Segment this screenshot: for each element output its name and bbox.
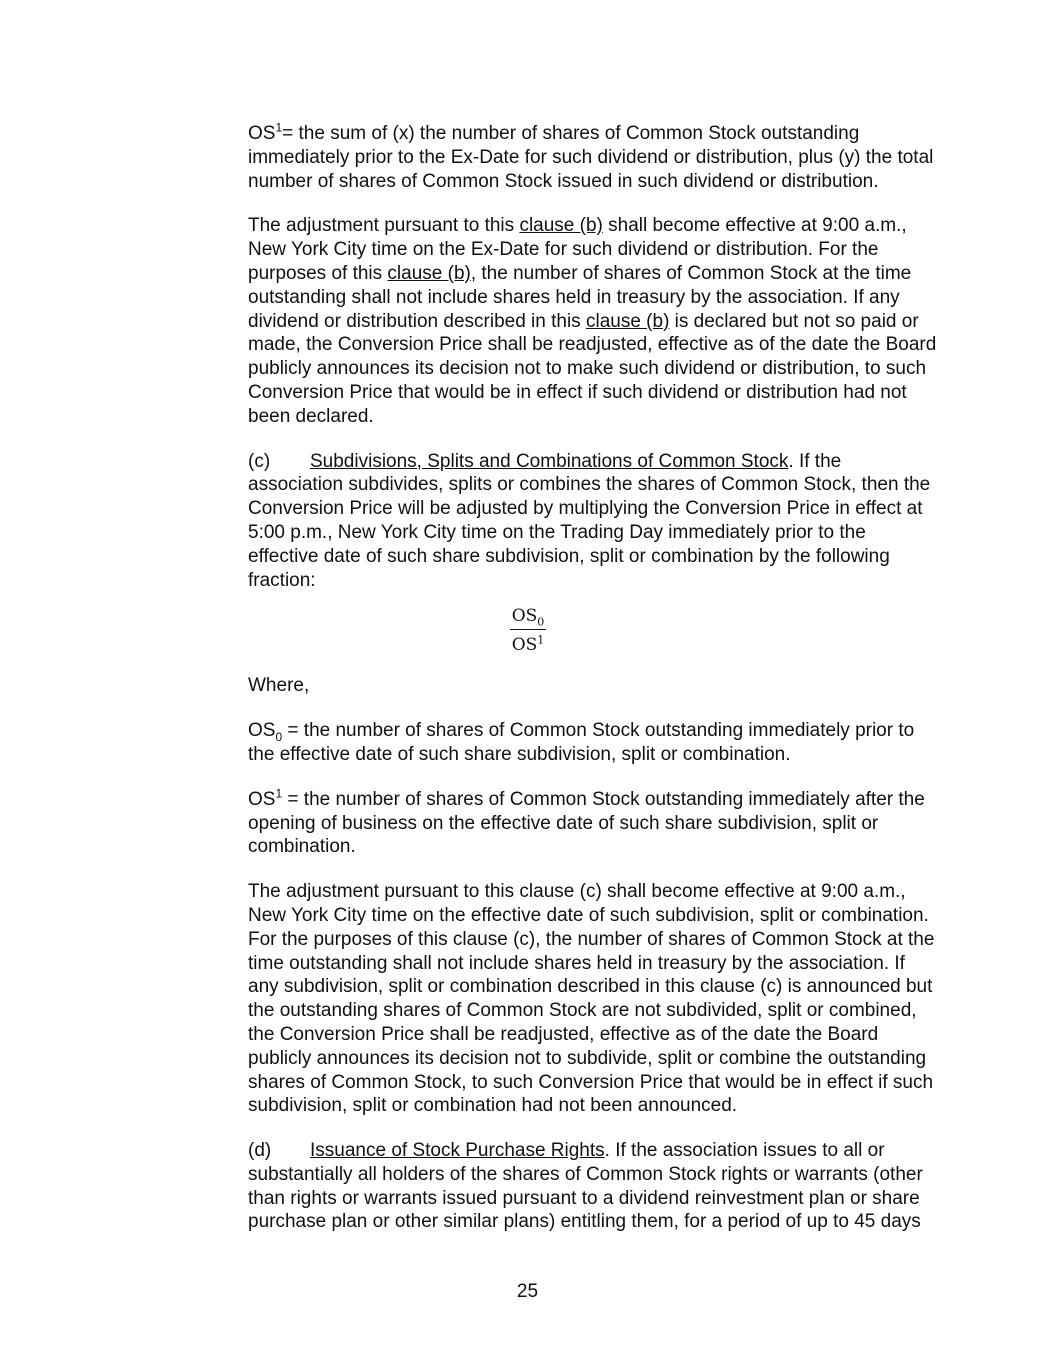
text-run: , the number of shares of Common Stock at the time outstanding shall not include shares held in treasury by the association. If any dividend or distribution described in this [248,262,912,332]
where-label: Where, [248,675,310,697]
fraction [510,606,546,655]
denominator-superscript: 1 [537,633,545,647]
clause-b-reference: clause (b) [585,310,670,332]
definition-text: = the sum of (x) the number of shares of Common Stock outstanding immediately prior to the Ex-Date for such dividend or distribution, plus (y) the total number of shares of Common Stock issued in such dividend or distribution. [248,123,934,192]
subscript: 0 [275,729,283,744]
superscript: 1 [275,786,283,801]
section-heading: Issuance of Stock Purchase Rights [310,1140,605,1162]
text-run: shall become effective at 9:00 a.m., New York City time on the Ex-Date for such dividend or distribution. For the purposes of this [248,215,907,284]
section-d [248,1139,938,1234]
section-heading: Subdivisions, Splits and Combinations of Common Stock [310,450,789,472]
section-c [248,450,938,593]
definition-text: = the number of shares of Common Stock outstanding immediately prior to the effective date of such share subdivision, split or combination. [248,720,915,765]
section-label: (c) [248,450,271,472]
denominator-base: OS [511,635,538,656]
text-run: is declared but not so paid or made, the Conversion Price shall be readjusted, effective as of the date the Board publicly announces its decision not to make such dividend or distribution, to such Conversion Price that would be in effect if such dividend or distribution had not been declared. [248,310,937,427]
term-os: OS [248,123,276,144]
paragraph-clause-c-adjustment: The adjustment pursuant to this clause (c) shall become effective at 9:00 a.m., New York City time on the effective date of such subdivision, split or combination. For the purposes of this clause (c), the number of shares of Common Stock at the time outstanding shall not include shares held in treasury by the association. If any subdivision, split or combination described in this clause (c) is announced but the outstanding shares of Common Stock are not subdivided, split or combined, the Conversion Price shall be readjusted, effective as of the date the Board publicly announces its decision not to subdivide, split or combine the outstanding shares of Common Stock, to such Conversion Price that would be in effect if such subdivision, split or combination had not been announced. [248,881,935,1117]
paragraph-os1-sum [248,122,938,193]
section-text: . If the association issues to all or substantially all holders of the shares of Common Stock rights or warrants (other than rights or warrants issued pursuant to a dividend reinvestment plan or share purchase plan or other similar plans) entitling them, for a period of up to 45 days [248,1140,923,1233]
paragraph-clause-b-adjustment [248,214,938,428]
section-text: . If the association subdivides, splits or combines the shares of Common Stock, then the Conversion Price will be adjusted by multiplying the Conversion Price in effect at 5:00 p.m., New York City time on the Trading Day immediately prior to the effective date of such share subdivision, split or combination by the following fraction: [248,450,931,591]
clause-b-reference: clause (b) [519,215,603,237]
term-os: OS [248,720,276,742]
section-label: (d) [248,1140,272,1162]
document-body [248,122,938,1234]
numerator-subscript: 0 [537,615,545,629]
definition-os0 [248,719,938,767]
clause-b-reference: clause (b) [387,262,471,284]
definition-os1 [248,788,938,859]
text-run: The adjustment pursuant to this [248,215,520,237]
fraction-denominator [510,630,546,655]
fraction-numerator [510,606,546,630]
superscript: 1 [275,120,283,135]
numerator-base: OS [511,606,538,627]
definition-text: = the number of shares of Common Stock outstanding immediately after the opening of business on the effective date of such share subdivision, split or combination. [248,788,925,858]
fraction-formula [248,606,938,662]
page-number: 25 [516,1281,539,1302]
term-os: OS [248,788,276,810]
